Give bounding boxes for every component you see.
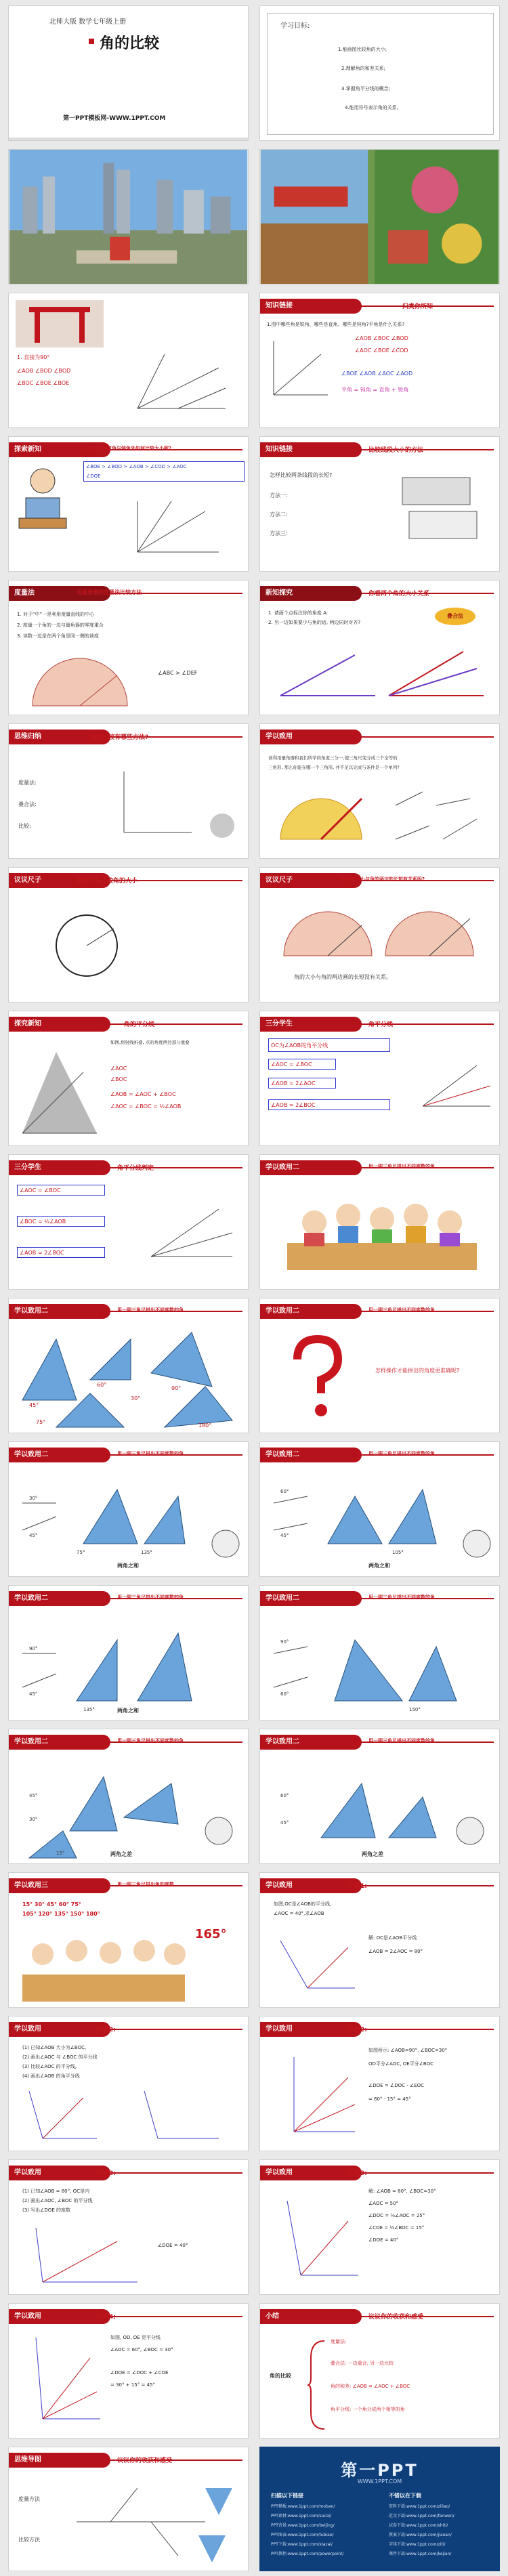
divider	[362, 736, 494, 738]
slide-heading: 用一副三角尺拼出不同度数的角	[368, 1307, 435, 1313]
promo-link[interactable]: PPT图表:www.1ppt.com/tubiao/	[271, 2533, 334, 2537]
list-item: ∠DOE = 40°	[368, 2237, 399, 2243]
slide-heading: 用一副三角尺拼出不同度数的角	[117, 1595, 184, 1600]
promo-link[interactable]: PPT背景:www.1ppt.com/beijing/	[271, 2523, 335, 2528]
list-item: ∠AOB ∠BOD ∠BOD	[17, 368, 71, 374]
objective-item: 1.能画图比较角的大小;	[338, 47, 387, 52]
angle-diagram	[274, 2050, 362, 2145]
angle-diagram	[274, 641, 490, 709]
list-item: ∠DOE = ∠DOC + ∠COE	[110, 2370, 169, 2376]
slide-ribbon: 学以致用二	[9, 1448, 110, 1462]
triangle-rulers-image	[16, 1469, 246, 1574]
mindmap-branch: 角平分线: 一个角分成两个相等的角	[331, 2407, 405, 2412]
slide-heading: 问题2:	[348, 2027, 367, 2033]
list-item: 2. 另一边如果要少与角的话, 两边同时对齐?	[268, 620, 361, 625]
students-illustration	[280, 1182, 484, 1284]
slide-ribbon: 探索新知	[9, 442, 110, 457]
slide-heading: 用一副三角尺拼出不同度数的角	[117, 1451, 184, 1456]
divider	[362, 2029, 494, 2030]
angle-label: 15°	[56, 1851, 65, 1856]
angle-diagram	[267, 334, 335, 408]
angle-label: 30°	[29, 1817, 38, 1822]
city-photo-slide	[8, 149, 249, 284]
promo-link[interactable]: 试卷下载:www.1ppt.com/shiti/	[389, 2523, 448, 2528]
triangle-rulers-image	[267, 1613, 497, 1718]
circle-diagram	[49, 908, 124, 983]
triangle-rulers-image	[267, 1469, 497, 1574]
protractor-image	[29, 648, 131, 709]
answer-text: ∠BOE ∠AOB ∠AOC ∠AOD	[341, 371, 413, 377]
list-item: OD平分∠AOC, OE平分∠BOC	[368, 2061, 433, 2067]
slide-diff-1	[8, 1729, 249, 1864]
objective-item: 2.理解角的和差关系;	[341, 66, 386, 71]
slide-ribbon: 学以致用二	[9, 1304, 110, 1319]
slide-apply	[259, 723, 500, 859]
angle-label: 135°	[83, 1707, 95, 1712]
list-item: 1. 请画个点标注你的角度 A:	[268, 610, 329, 616]
slide-heading: 归类你所知	[402, 303, 433, 310]
angle-label: 45°	[29, 1402, 39, 1408]
slide-summary-methods	[8, 723, 249, 859]
slide-sum-1	[8, 1441, 249, 1577]
title-square-icon	[89, 39, 94, 44]
slide-heading: 用量角器的度量法比较方法	[77, 589, 142, 595]
caption-text: 两角之和	[368, 1563, 390, 1569]
slide-ribbon: 议议尺子	[260, 873, 362, 888]
list-item: 方法一:	[270, 492, 288, 499]
slide-heading: 用一副三角尺拼出不同度数的角	[117, 1738, 184, 1744]
list-item: 2. 度量一个角的一边与量角器的零度重合	[17, 622, 104, 628]
question-text: 1.图中哪些角是锐角、哪些是直角、哪些是钝角?平角是什么关系?	[267, 322, 405, 327]
promo-link[interactable]: 范文下载:www.1ppt.com/fanwen/	[389, 2514, 454, 2518]
triangle-rulers-image	[16, 1756, 246, 1861]
promo-link[interactable]: 教案下载:www.1ppt.com/jiaoan/	[389, 2533, 452, 2537]
slide-ribbon: 议议尺子	[9, 873, 110, 888]
slide-ribbon: 新知探究	[260, 586, 362, 601]
ruler-image	[396, 471, 490, 545]
slide-degrees	[8, 1872, 249, 2008]
angle-label: 45°	[29, 1793, 38, 1798]
slide-ribbon: 小结	[260, 2309, 362, 2324]
objectives-frame	[267, 13, 494, 135]
list-item: 方法三:	[270, 530, 288, 536]
park-collage-image	[260, 150, 499, 284]
list-item: ∠BOC ∠BOE ∠BOE	[17, 380, 70, 386]
list-item: 比较:	[18, 823, 31, 829]
angle-label: 150°	[409, 1707, 421, 1712]
slide-heading: 角的比较有哪些方法?	[90, 734, 149, 741]
slide-heading: 议议你的收获和感受	[117, 2457, 173, 2464]
promo-col-title: 扫描以下链接	[271, 2493, 303, 2499]
list-item: ∠AOC = 60°, ∠BOC = 30°	[110, 2347, 173, 2352]
divider	[9, 138, 248, 140]
caption-text: 角的大小与角的两边画的长短没有关系。	[294, 974, 391, 980]
title-slide	[8, 5, 249, 141]
list-item: 如图,将射线折叠, 点的角度两边部分重叠	[110, 1040, 190, 1045]
slide-mindmap	[8, 2447, 249, 2571]
slide-heading: 问题2:	[97, 2027, 116, 2033]
list-item: 解: ∠AOB = 80°, ∠BOC=30°	[368, 2189, 436, 2194]
slide-heading: 你看两个角的大小关系	[368, 591, 430, 597]
objectives-slide	[259, 5, 500, 141]
list-item: = 60° - 15° = 45°	[368, 2096, 411, 2102]
angle-diagram	[274, 1927, 362, 2002]
divider	[362, 2172, 494, 2174]
list-item: (3) 比较∠AOC 的平分线,	[22, 2064, 77, 2069]
promo-slide	[259, 2447, 500, 2571]
list-item: ∠DOE = ∠DOC - ∠EOC	[368, 2083, 425, 2088]
slide-sum-2	[259, 1441, 500, 1577]
promo-col-title: 不错以在下载	[389, 2493, 421, 2499]
answer-text: 平角 = 钝角 = 直角 + 锐角	[341, 387, 409, 393]
angle-label: 180°	[198, 1422, 212, 1429]
divider	[110, 2172, 242, 2174]
slide-overlap	[259, 580, 500, 715]
fold-diagram	[16, 1038, 104, 1140]
list-item: 叠合法:	[18, 801, 37, 807]
slide-ribbon: 学以致用二	[9, 1735, 110, 1750]
method-bubble: 叠合法	[435, 608, 475, 625]
angle-diagram	[22, 2084, 239, 2149]
list-item: (4) 画出∠AOB 的角平分线	[22, 2073, 80, 2079]
slide-measure	[8, 580, 249, 715]
caption-text: 怎样操作才能拼出的角度更准确呢?	[375, 1368, 460, 1374]
slide-ribbon: 学以致用二	[260, 1304, 362, 1319]
footer-text: 第一PPT模板网-WWW.1PPT.COM	[63, 115, 166, 122]
answer-text: ∠AOC ∠BOE ∠COD	[355, 347, 408, 354]
angle-diagram	[117, 491, 232, 566]
triangle-rulers-image	[267, 1756, 497, 1861]
question-text: 请利用量角器和我们所学的角度三分一,使三角尺变分成三个全等的	[268, 755, 398, 761]
list-item: ∠AOB = 2∠AOC = 80°	[368, 1949, 423, 1954]
publisher-text: 北师大版 数学七年级上册	[49, 18, 127, 26]
list-item: 如图, OD, OE 是平分线	[110, 2335, 161, 2340]
list-item: ∠BOC = ½∠AOB	[20, 1219, 66, 1225]
slide-ribbon: 学以致用二	[260, 1591, 362, 1606]
angle-diagram	[144, 1196, 239, 1270]
caption-text: 两角之差	[110, 1851, 132, 1857]
angle-label: 45°	[280, 1820, 289, 1825]
bracket-icon	[308, 2338, 328, 2432]
slide-problem-4	[8, 2303, 249, 2438]
angle-diagram	[416, 1052, 497, 1120]
slide-problem-2	[8, 2016, 249, 2151]
divider	[110, 2316, 242, 2317]
slide-heading: 问题3:	[97, 2170, 116, 2177]
slide-heading: 用一副三角尺拼出角的度数	[117, 1882, 174, 1887]
list-item: ∠AOB = 2∠BOC	[20, 1250, 64, 1256]
big-degree: 165°	[195, 1927, 227, 1941]
slide-heading: 问题1:	[348, 1883, 367, 1890]
angle-label: 60°	[280, 1489, 289, 1494]
list-item: ∠AOC = ∠BOC = ½∠AOB	[110, 1103, 182, 1110]
angle-diagram	[22, 2331, 104, 2432]
list-item: 如图,OC是∠AOB的平分线,	[274, 1901, 332, 1907]
list-item: ∠BOC	[110, 1076, 127, 1082]
slide-heading: 用叠合法比较角的大小	[77, 878, 138, 885]
slide-ribbon: 知识链接	[260, 442, 362, 457]
list-item: ∠AOC	[110, 1065, 127, 1072]
mindmap-label: 度量方法	[18, 2496, 40, 2502]
slide-ribbon: 三分学生	[260, 1017, 362, 1032]
slide-ribbon: 学以致用	[260, 730, 362, 744]
list-item: (1) 已知∠AOB = 80°, OC是内	[22, 2189, 89, 2194]
list-item: = 30° + 15° = 45°	[110, 2382, 155, 2388]
angle-label: 60°	[280, 1793, 289, 1798]
promo-link[interactable]: PPT素材:www.1ppt.com/sucai/	[271, 2514, 332, 2518]
slide-summary	[259, 2303, 500, 2438]
slide-heading: 角度比较除过角与钝角外如何比较大小呢?	[83, 446, 172, 451]
angle-label: 90°	[171, 1385, 182, 1391]
divider	[362, 1885, 494, 1886]
list-item: ∠DOE = 40°	[158, 2243, 188, 2248]
list-item: ∠AOC = 50°	[368, 2201, 399, 2206]
student-illustration	[16, 464, 70, 532]
promo-logo: 第一PPT	[341, 2461, 419, 2480]
list-item: (1) 已知∠AOB 大小为∠BOC,	[22, 2045, 87, 2050]
students-illustration	[16, 1927, 192, 2005]
answer-text: ∠AOB ∠BOC ∠BOD	[355, 335, 408, 341]
slide-heading: 比较线段大小的方法	[368, 447, 424, 454]
slide-ribbon: 学以致用	[9, 2022, 110, 2037]
slide-gate	[8, 293, 249, 428]
angle-label: 90°	[280, 1639, 289, 1645]
angle-label: 75°	[36, 1419, 46, 1425]
angle-diagram	[124, 347, 239, 422]
angle-label: 30°	[131, 1395, 141, 1401]
mindmap-label: 比较方法	[18, 2537, 40, 2543]
list-item: 度量法:	[18, 780, 37, 786]
slide-heading: 角的平分线	[124, 1021, 155, 1028]
slide-explore	[8, 436, 249, 572]
list-item: ∠DOC = ½∠AOC = 25°	[368, 2213, 425, 2218]
slide-ribbon: 学以致用二	[260, 1160, 362, 1175]
slide-ribbon: 知识链接	[260, 299, 362, 314]
answer-text: ∠BOE > ∠BOD > ∠AOB > ∠COD > ∠AOC	[86, 464, 187, 469]
list-item: 如图所示: ∠AOB=90°, ∠BOC=30°	[368, 2048, 448, 2053]
promo-link[interactable]: PPT下载:www.1ppt.com/xiazai/	[271, 2542, 333, 2547]
angle-diagram	[110, 758, 246, 853]
list-item: (2) 画出∠AOC 与 ∠BOC 的平分线	[22, 2054, 98, 2060]
slide-sum-3	[8, 1585, 249, 1720]
list-item: (3) 写出∠DOE 的度数	[22, 2208, 70, 2213]
slide-heading: 议议你的收获和感受	[368, 2314, 424, 2321]
slide-heading: 角平分线	[368, 1021, 394, 1028]
protractor-image	[274, 778, 490, 853]
slide-ribbon: 学以致用	[9, 2166, 110, 2180]
angle-label: 90°	[29, 1646, 38, 1651]
angle-label: 45°	[29, 1533, 38, 1538]
triangle-rulers-image	[16, 1613, 246, 1718]
slide-ribbon: 学以致用	[260, 1878, 362, 1893]
slide-sum-4	[259, 1585, 500, 1720]
slide-diff-2	[259, 1729, 500, 1864]
slide-problem-3b	[259, 2159, 500, 2295]
list-item: ∠AOC = 40°,求∠AOB	[274, 1911, 324, 1916]
slide-heading: 用一副三角尺拼出不同度数的角	[368, 1738, 435, 1744]
slide-knowledge-link	[259, 293, 500, 428]
objective-item: 4.能用符号表示角的关系。	[345, 105, 402, 110]
list-item: ∠AOB = ∠AOC + ∠BOC	[110, 1091, 176, 1097]
slide-segments	[259, 436, 500, 572]
slide-triangles-1	[8, 1298, 249, 1433]
answer-text: ∠DOE	[86, 473, 101, 479]
slide-problem-2b	[259, 2016, 500, 2151]
gate-image	[16, 300, 104, 347]
list-item: 方法二:	[270, 511, 288, 518]
list-item: 1. 直接为90°	[17, 354, 50, 360]
slide-bisector-def	[259, 1011, 500, 1146]
slide-question	[259, 1298, 500, 1433]
slide-problem-1	[259, 1872, 500, 2008]
list-item: ∠AOB = 2∠AOC	[271, 1080, 316, 1086]
list-item: 1. 对于“中”一是利用度量直线的中心	[17, 612, 95, 617]
angle-label: 30°	[29, 1496, 38, 1501]
question-mark-icon	[280, 1332, 348, 1427]
caption-text: 两角之和	[117, 1563, 139, 1569]
degree-list: 15° 30° 45° 60° 75°	[22, 1901, 81, 1907]
list-item: (2) 画出∠AOC, ∠BOC 的平分线	[22, 2198, 93, 2203]
mindmap-branch: 角的和差: ∠AOB = ∠AOC + ∠BOC	[331, 2384, 410, 2389]
mindmap-branch: 叠合法: 一边重合, 另一边比较	[331, 2361, 394, 2366]
compare-text: ∠ABC > ∠DEF	[158, 670, 198, 676]
slide-heading: 角平分线判定	[117, 1165, 154, 1172]
question-text: 三角形, 那么你能在哪一个三角形, 并不足以完成与条件是一个单列?	[268, 765, 400, 770]
divider	[110, 2029, 242, 2030]
protractor-image	[280, 898, 484, 959]
slide-ribbon: 三分学生	[9, 1160, 110, 1175]
angle-label: 45°	[280, 1533, 289, 1538]
slide-ribbon: 学以致用二	[260, 1735, 362, 1750]
slide-bisector	[8, 1011, 249, 1146]
slide-ribbon: 学以致用	[9, 2309, 110, 2324]
promo-link[interactable]: PPT模板:www.1ppt.com/moban/	[271, 2504, 335, 2509]
triangle-rulers-image	[16, 1326, 246, 1431]
park-photo-slide	[259, 149, 500, 284]
slide-problem-3	[8, 2159, 249, 2295]
slide-fold	[8, 867, 249, 1002]
angle-label: 105°	[392, 1550, 404, 1555]
slide-ribbon: 探究新知	[9, 1017, 110, 1032]
angle-diagram	[22, 2221, 151, 2292]
page-title: 角的比较	[100, 35, 160, 52]
list-item: ∠AOC = ∠BOC	[271, 1061, 312, 1068]
slide-heading: 问题4:	[97, 2314, 116, 2321]
list-item: 怎样比较两条线段的长短?	[270, 472, 333, 478]
city-skyline-image	[9, 150, 248, 284]
degree-list: 105° 120° 135° 150° 180°	[22, 1911, 100, 1917]
promo-url: WWW.1PPT.COM	[357, 2478, 402, 2485]
slide-bisector-judge	[8, 1154, 249, 1290]
slide-ribbon: 度量法	[9, 586, 110, 601]
caption-text: 两角之差	[362, 1851, 383, 1857]
list-item: 3. 读数一边是在两个角是同一侧的读度	[17, 633, 99, 639]
angle-label: 45°	[29, 1691, 38, 1697]
angle-label: 75°	[77, 1550, 85, 1555]
list-item: ∠AOC = ∠BOC	[20, 1187, 61, 1194]
angle-diagram	[274, 2194, 362, 2289]
list-item: ∠COE = ½∠BOC = 15°	[368, 2225, 425, 2231]
angle-label: 60°	[280, 1691, 289, 1697]
slide-heading: 用一副三角尺拼出不同度数的角	[117, 1307, 184, 1313]
slide-heading: 用一副三角尺拼出不同度数的角	[368, 1164, 435, 1169]
mindmap-diagram	[70, 2474, 246, 2569]
objectives-heading: 学习目标:	[280, 22, 310, 30]
slide-length	[259, 867, 500, 1002]
caption-text: 两角之和	[117, 1708, 139, 1714]
slide-ribbon: 学以致用三	[9, 1878, 110, 1893]
list-item: OC为∠AOB的角平分线	[271, 1042, 329, 1049]
slide-ribbon: 思维归纳	[9, 730, 110, 744]
list-item: ∠AOB = 2∠BOC	[271, 1102, 316, 1108]
mindmap-root: 角的比较	[270, 2373, 291, 2379]
promo-link[interactable]: 资料下载:www.1ppt.com/ziliao/	[389, 2504, 450, 2509]
slide-ribbon: 学以致用二	[9, 1591, 110, 1606]
promo-link[interactable]: 字体下载:www.1ppt.com/ziti/	[389, 2542, 446, 2547]
slide-heading: 问题3:	[348, 2170, 367, 2177]
angle-label: 135°	[141, 1550, 152, 1555]
slide-kids	[259, 1154, 500, 1290]
promo-link[interactable]: 课件下载:www.1ppt.com/kejian/	[389, 2552, 452, 2556]
slide-heading: 用角的大小与角的两边的长短有关系吗?	[341, 877, 425, 882]
mindmap-branch: 度量法:	[331, 2339, 347, 2344]
slide-ribbon: 学以致用	[260, 2022, 362, 2037]
slide-ribbon: 学以致用二	[260, 1448, 362, 1462]
slide-heading: 用一副三角尺拼出不同度数的角	[368, 1595, 435, 1600]
angle-label: 60°	[97, 1382, 107, 1388]
slide-ribbon: 学以致用	[260, 2166, 362, 2180]
slide-heading: 用一副三角尺拼出不同度数的角	[368, 1451, 435, 1456]
promo-link[interactable]: PPT教程:www.1ppt.com/powerpoint/	[271, 2552, 344, 2556]
slide-ribbon: 思维导图	[9, 2453, 110, 2468]
list-item: 解: OC是∠AOB平分线	[368, 1935, 417, 1941]
objective-item: 3.掌握角平分线的概念;	[341, 86, 391, 91]
